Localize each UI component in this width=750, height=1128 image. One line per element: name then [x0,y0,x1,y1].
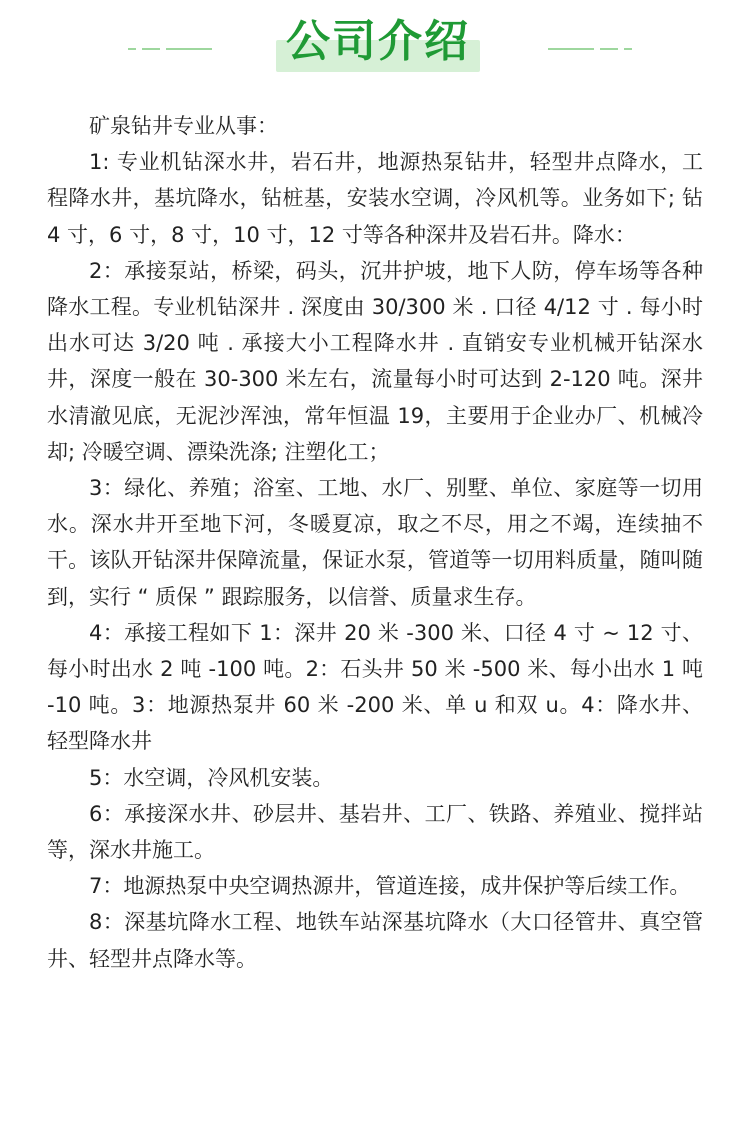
intro-line: 矿泉钻井专业从事： [89,114,278,138]
paragraph-6: 6：承接深水井、砂层井、基岩井、工厂、铁路、养殖业、搅拌站等，深水井施工。 [47,801,703,863]
paragraph-5: 5：水空调，冷风机安装。 [89,765,334,790]
title-block [272,10,484,76]
paragraph-7: 7：地源热泵中央空调热源井，管道连接，成井保护等后续工作。 [89,874,691,899]
left-dash-decoration [128,48,212,50]
paragraph-1: 1: 专业机钻深水井，岩石井，地源热泵钻井，轻型井点降水，工程降水井，基坑降水，钻桩基，安装水空调，冷风机等。业务如下; 钻 4 寸，6 寸，8 寸，10 寸，12 寸等各种深井及岩石井。降水： [47,150,703,247]
header [0,0,750,90]
paragraph-4: 4：承接工程如下 1：深井 20 米 -300 米、口径 4 寸 ~ 12 寸、每小时出水 2 吨 -100 吨。2：石头井 50 米 -500 米、每小出水 1 吨 -10 吨。3：地源热泵井 60 米 -200 米、单 u 和双 u。4：降水井、轻型降水井 [47,620,703,754]
paragraph-8: 8：深基坑降水工程、地铁车站深基坑降水（大口径管井、真空管井、轻型井点降水等。 [47,910,703,971]
page-title: 公司介绍 [286,16,470,67]
right-dash-decoration [548,48,632,50]
company-intro-text [47,108,703,977]
paragraph-3: 3：绿化、养殖；浴室、工地、水厂、别墅、单位、家庭等一切用水。深水井开至地下河，冬暖夏凉，取之不尽，用之不竭，连续抽不干。该队开钻深井保障流量，保证水泵，管道等一切用料质量，随叫随到，实行 “ 质保 ” 跟踪服务，以信誉、质量求生存。 [47,476,703,609]
paragraph-2: 2：承接泵站，桥梁，码头，沉井护坡，地下人防，停车场等各种降水工程。专业机钻深井 . 深度由 30/300 米 . 口径 4/12 寸 . 每小时出水可达 3/20 吨 . 承接大小工程降水井 . 直销安专业机械开钻深水井，深度一般在 30-300 米左右，流量每小时可达到 2-120 吨。深井水清澈见底，无泥沙浑浊，常年恒温 19，主要用于企业办厂、机械冷却; 冷暖空调、漂染洗涤; 注塑化工； [47,258,703,464]
